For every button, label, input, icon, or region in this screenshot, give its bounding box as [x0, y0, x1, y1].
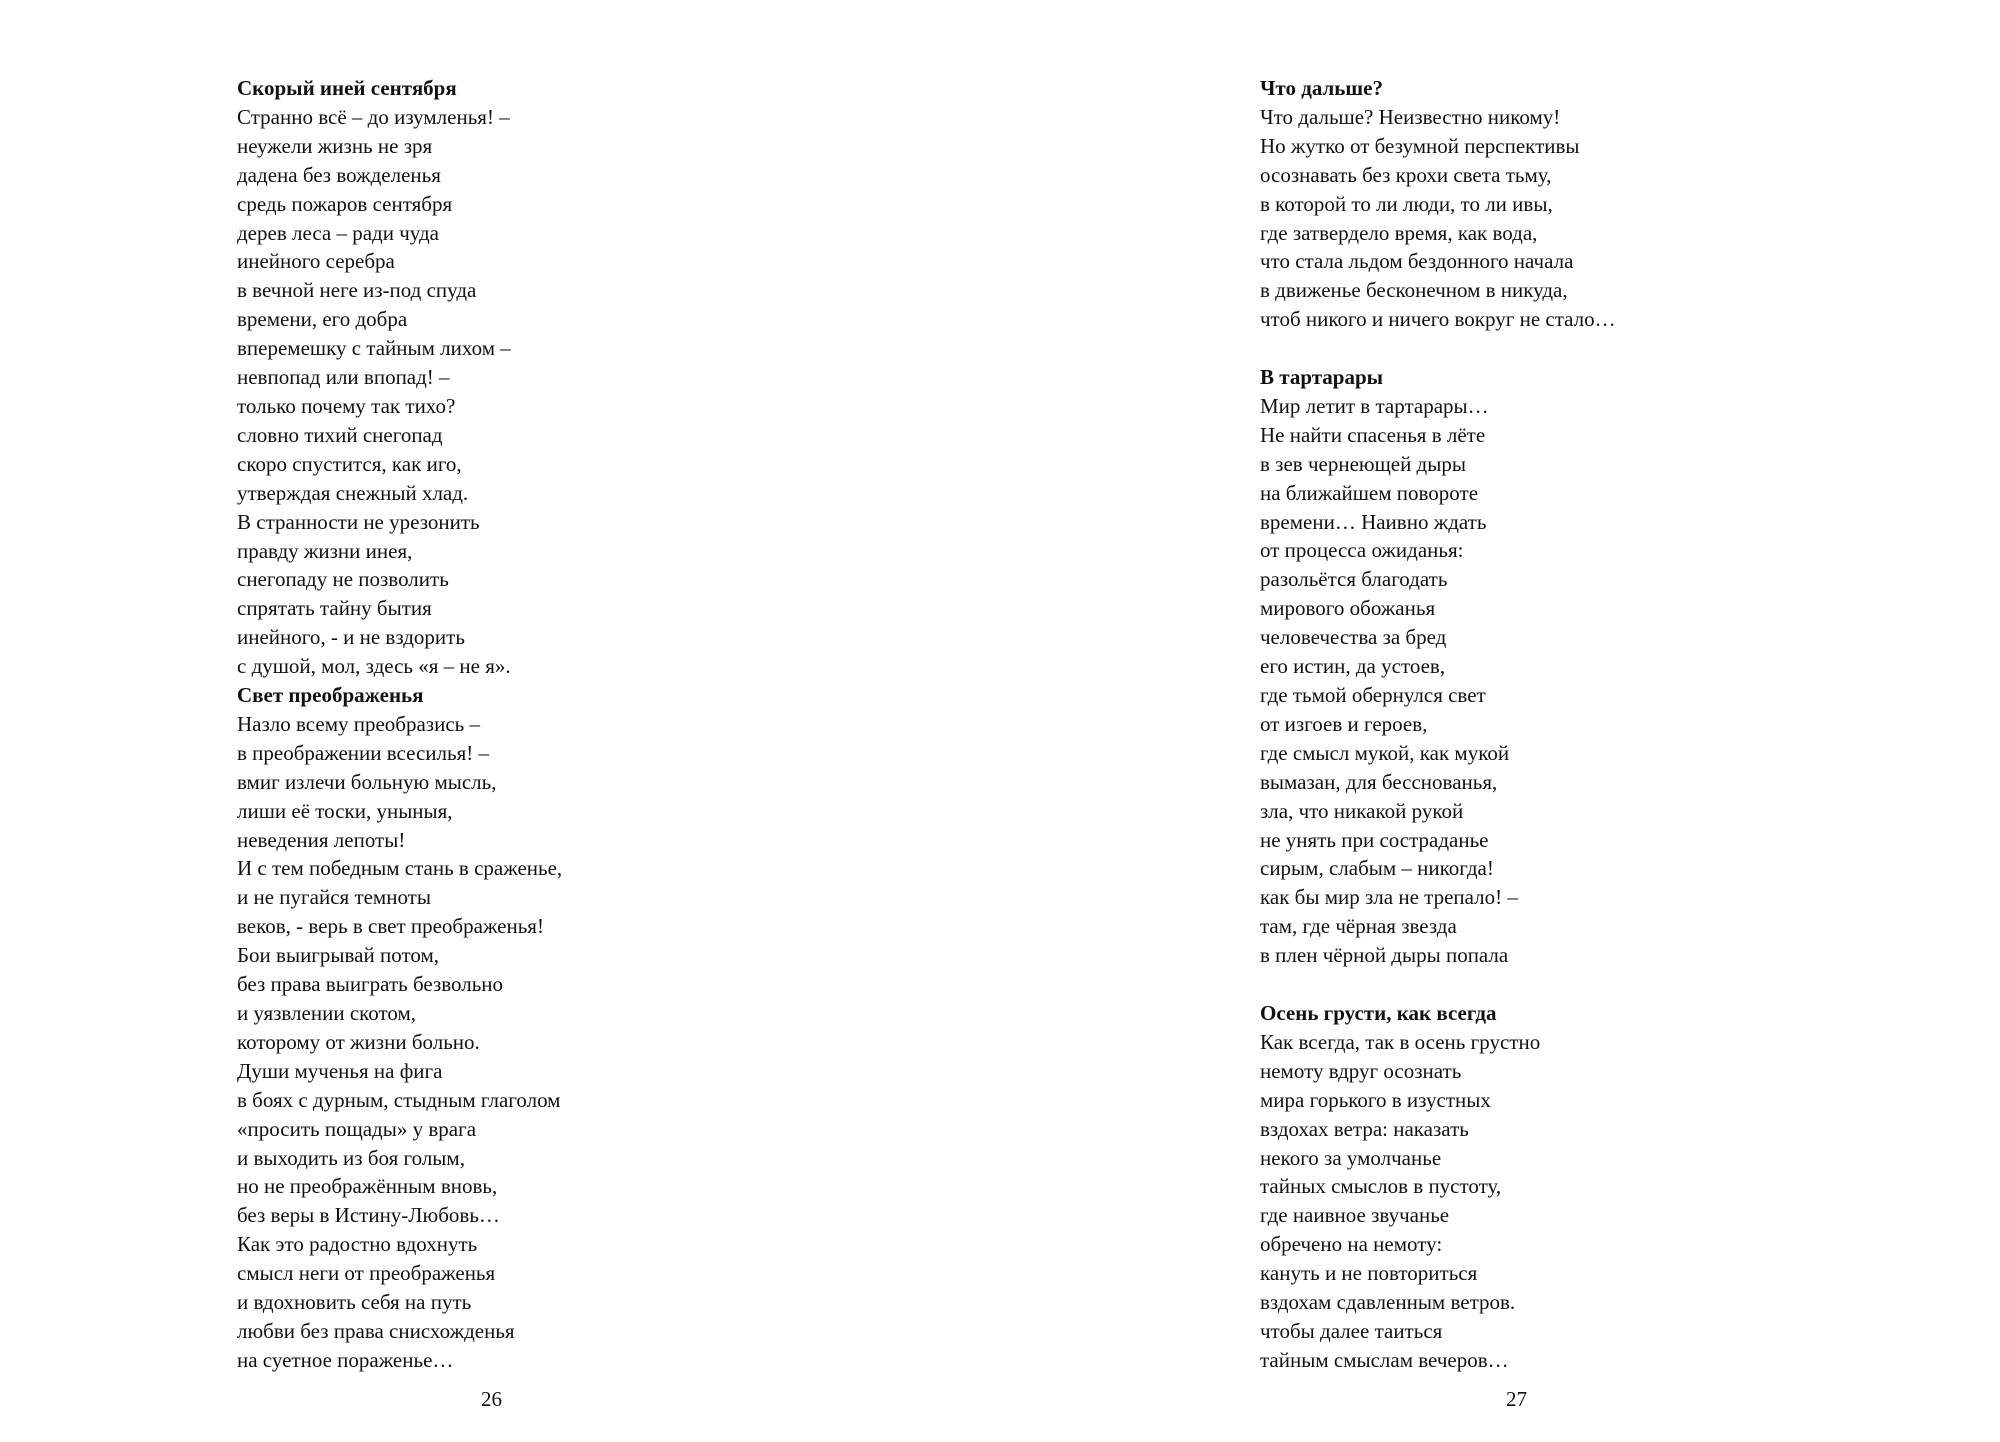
poem-line: Души мученья на фига: [237, 1058, 443, 1083]
poem-body: [1260, 103, 1616, 334]
poem-title: В тартарары: [1260, 365, 1384, 390]
poem-line: осознавать без крохи света тьму,: [1260, 162, 1552, 187]
poem-line: и уязвлении скотом,: [237, 1001, 417, 1025]
page-number: 26: [481, 1387, 502, 1411]
poem-title: Осень грусти, как всегда: [1260, 1000, 1497, 1025]
poem-line: чтобы далее таиться: [1260, 1318, 1443, 1343]
poem-line: вперемешку с тайным лихом –: [237, 336, 511, 361]
poem-line: И с тем победным стань в сраженье,: [237, 856, 563, 881]
poem-line: снегопаду не позволить: [237, 567, 449, 592]
poem-line: средь пожаров сентября: [237, 191, 453, 216]
poem-body: [1260, 1028, 1616, 1375]
poem-line: и не пугайся темноты: [237, 885, 431, 910]
poem-line: правду жизни инея,: [237, 538, 413, 563]
poem-line: спрятать тайну бытия: [237, 596, 432, 621]
poem-line: с душой, мол, здесь «я – не я».: [237, 654, 511, 679]
poem-line: без права выиграть безвольно: [237, 972, 504, 997]
poem-line: разольётся благодать: [1260, 567, 1448, 592]
poem-line: в вечной неге из-под спуда: [237, 278, 477, 303]
poem-line: человечества за бред: [1260, 625, 1447, 650]
poem-line: но не преображённым вновь,: [237, 1174, 498, 1199]
poem-line: Назло всему преобразись –: [237, 711, 480, 736]
poem-line: в которой то ли люди, то ли ивы,: [1260, 191, 1553, 216]
poem-line: вмиг излечи больную мысль,: [237, 769, 497, 794]
poem-line: которому от жизни больно.: [237, 1029, 480, 1054]
poem-line: вымазан, для бесснованья,: [1260, 769, 1498, 794]
poem-line: В странности не урезонить: [237, 509, 480, 534]
poem-line: Как всегда, так в осень грустно: [1260, 1029, 1541, 1054]
poem-line: обречено на немоту:: [1260, 1232, 1443, 1257]
poem-line: Не найти спасенья в лёте: [1260, 422, 1486, 447]
stanza-gap: [1260, 970, 1616, 999]
poem-line: в движенье бесконечном в никуда,: [1260, 278, 1568, 303]
page-number: 27: [1506, 1387, 1527, 1411]
poem-line: от процесса ожиданья:: [1260, 538, 1464, 563]
stanza-gap: [1260, 334, 1616, 363]
poem-title: Свет преображенья: [237, 683, 424, 708]
poem-line: Бои выигрывай потом,: [237, 943, 439, 968]
poem-line: утверждая снежный хлад.: [237, 480, 469, 505]
poem-line: в боях с дурным, стыдным глаголом: [237, 1087, 561, 1112]
poem-line: в зев чернеющей дыры: [1260, 451, 1466, 476]
poem-line: немоту вдруг осознать: [1260, 1058, 1462, 1083]
poem-line: в преображении всесилья! –: [237, 740, 489, 765]
poem-line: вздохах ветра: наказать: [1260, 1116, 1469, 1141]
poem-line: кануть и не повториться: [1260, 1261, 1478, 1286]
poem-line: в плен чёрной дыры попала: [1260, 943, 1509, 968]
right-poem-column: [1260, 74, 1616, 1375]
poem-line: как бы мир зла не трепало! –: [1260, 885, 1518, 910]
poem-line: где смысл мукой, как мукой: [1260, 740, 1510, 765]
poem-line: словно тихий снегопад: [237, 422, 443, 447]
poem-line: где наивное звучанье: [1260, 1203, 1450, 1228]
poem-body: [237, 103, 562, 681]
poem-line: скоро спустится, как иго,: [237, 451, 462, 476]
poem-line: тайных смыслов в пустоту,: [1260, 1174, 1502, 1199]
poem-line: Как это радостно вдохнуть: [237, 1232, 478, 1257]
poem-line: от изгоев и героев,: [1260, 711, 1428, 736]
poem-line: тайным смыслам вечеров…: [1260, 1347, 1509, 1372]
poem-line: на суетное пораженье…: [237, 1347, 454, 1372]
poem-line: и выходить из боя голым,: [237, 1145, 465, 1170]
poem-line: инейного серебра: [237, 249, 395, 274]
poem-line: не унять при состраданье: [1260, 827, 1489, 852]
poem-title: Скорый иней сентября: [237, 76, 457, 100]
poem-line: Мир летит в тартарары…: [1260, 393, 1489, 418]
poem-line: и вдохновить себя на путь: [237, 1290, 472, 1315]
poem-line: сирым, слабым – никогда!: [1260, 856, 1494, 881]
poem-line: любви без права снисхожденья: [237, 1318, 515, 1343]
poem-title: Что дальше?: [1260, 76, 1383, 100]
poem-line: его истин, да устоев,: [1260, 654, 1446, 679]
poem-line: дерев леса – ради чуда: [237, 220, 439, 245]
poem-line: чтоб никого и ничего вокруг не стало…: [1260, 307, 1616, 332]
poem-line: смысл неги от преображенья: [237, 1261, 496, 1286]
poem-line: Странно всё – до изумленья! –: [237, 104, 510, 129]
poem-line: невпопад или впопад! –: [237, 365, 450, 390]
poem-line: Что дальше? Неизвестно никому!: [1260, 104, 1561, 129]
poem-line: дадена без вожделенья: [237, 162, 441, 187]
poem-line: что стала льдом бездонного начала: [1260, 249, 1574, 274]
poem-line: некого за умолчанье: [1260, 1145, 1442, 1170]
poem-line: инейного, - и не вздорить: [237, 625, 465, 650]
poem-line: веков, - верь в свет преображенья!: [237, 914, 544, 939]
poem-line: где тьмой обернулся свет: [1260, 683, 1486, 708]
poem-line: только почему так тихо?: [237, 393, 456, 418]
poem-line: лиши её тоски, уныныя,: [237, 798, 453, 823]
poem-line: зла, что никакой рукой: [1260, 798, 1464, 823]
poem-body: [237, 710, 562, 1375]
poem-line: где затвердело время, как вода,: [1260, 220, 1538, 245]
left-poem-column: [237, 74, 562, 1375]
right-page: [1000, 0, 2000, 1442]
poem-body: [1260, 392, 1616, 970]
poem-line: неужели жизнь не зря: [237, 133, 433, 158]
poem-line: на ближайшем повороте: [1260, 480, 1479, 505]
poem-line: «просить пощады» у врага: [237, 1116, 477, 1141]
poem-line: там, где чёрная звезда: [1260, 914, 1457, 939]
poem-line: мира горького в изустных: [1260, 1087, 1491, 1112]
poem-line: вздохам сдавленным ветров.: [1260, 1290, 1516, 1315]
poem-line: без веры в Истину-Любовь…: [237, 1203, 500, 1228]
poem-line: неведения лепоты!: [237, 827, 406, 852]
poem-line: времени… Наивно ждать: [1260, 509, 1487, 534]
poem-line: мирового обожанья: [1260, 596, 1436, 621]
poem-line: времени, его добра: [237, 307, 408, 332]
poem-line: Но жутко от безумной перспективы: [1260, 133, 1580, 158]
